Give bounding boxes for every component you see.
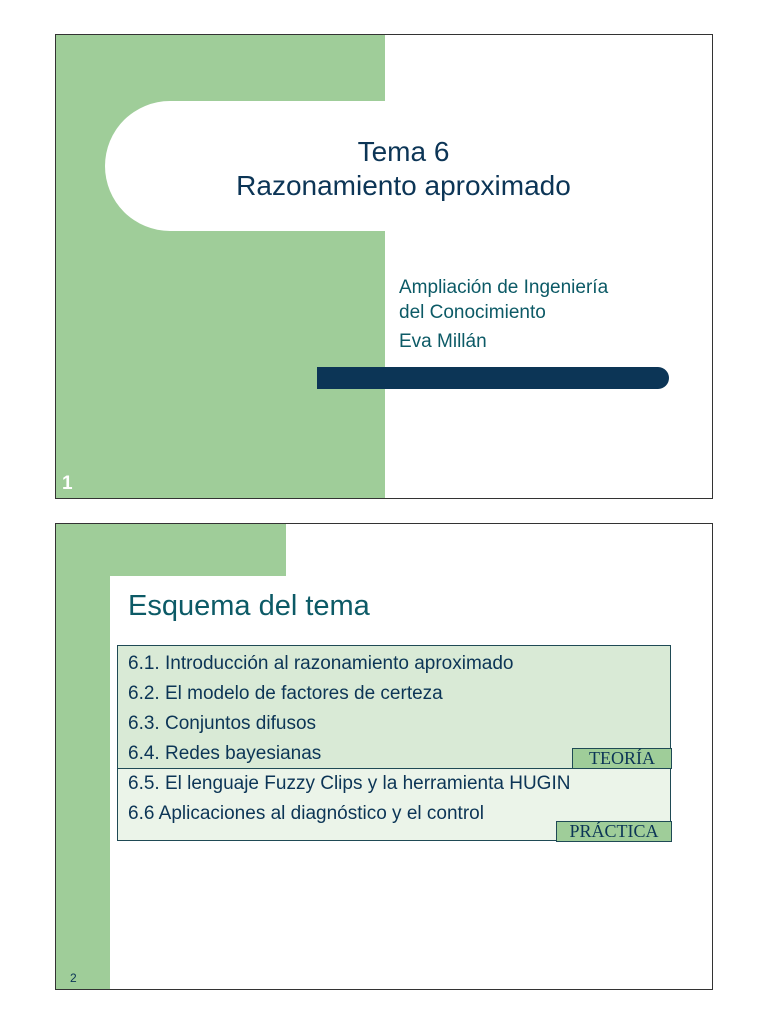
title-line-1: Tema 6	[357, 136, 450, 167]
slide-2	[55, 523, 713, 990]
slide-1	[55, 34, 713, 499]
slide-number: 2	[70, 971, 77, 985]
outline-item: 6.5. El lenguaje Fuzzy Clips y la herramienta HUGIN	[128, 773, 571, 794]
outline-item: 6.2. El modelo de factores de certeza	[128, 683, 443, 704]
outline-item: 6.6 Aplicaciones al diagnóstico y el control	[128, 803, 484, 824]
subtitle-line-1: Ampliación de Ingeniería	[399, 277, 609, 298]
subtitle-line-2: del Conocimiento	[399, 302, 546, 323]
slide-2-title: Esquema del tema	[128, 590, 370, 622]
slide-1-subtitle	[399, 275, 608, 325]
outline-item: 6.4. Redes bayesianas	[128, 743, 322, 764]
green-left-strip	[56, 524, 110, 990]
slide-1-title	[166, 135, 641, 203]
theory-tag: TEORÍA	[572, 748, 672, 769]
outline-item: 6.1. Introducción al razonamiento aproximado	[128, 653, 514, 674]
decorative-bar	[317, 367, 669, 389]
practice-tag: PRÁCTICA	[556, 821, 672, 842]
title-line-2: Razonamiento aproximado	[236, 170, 571, 201]
outline-item: 6.3. Conjuntos difusos	[128, 713, 317, 734]
author-name: Eva Millán	[399, 331, 487, 352]
slide-number: 1	[62, 473, 73, 494]
green-top-strip	[56, 524, 286, 576]
